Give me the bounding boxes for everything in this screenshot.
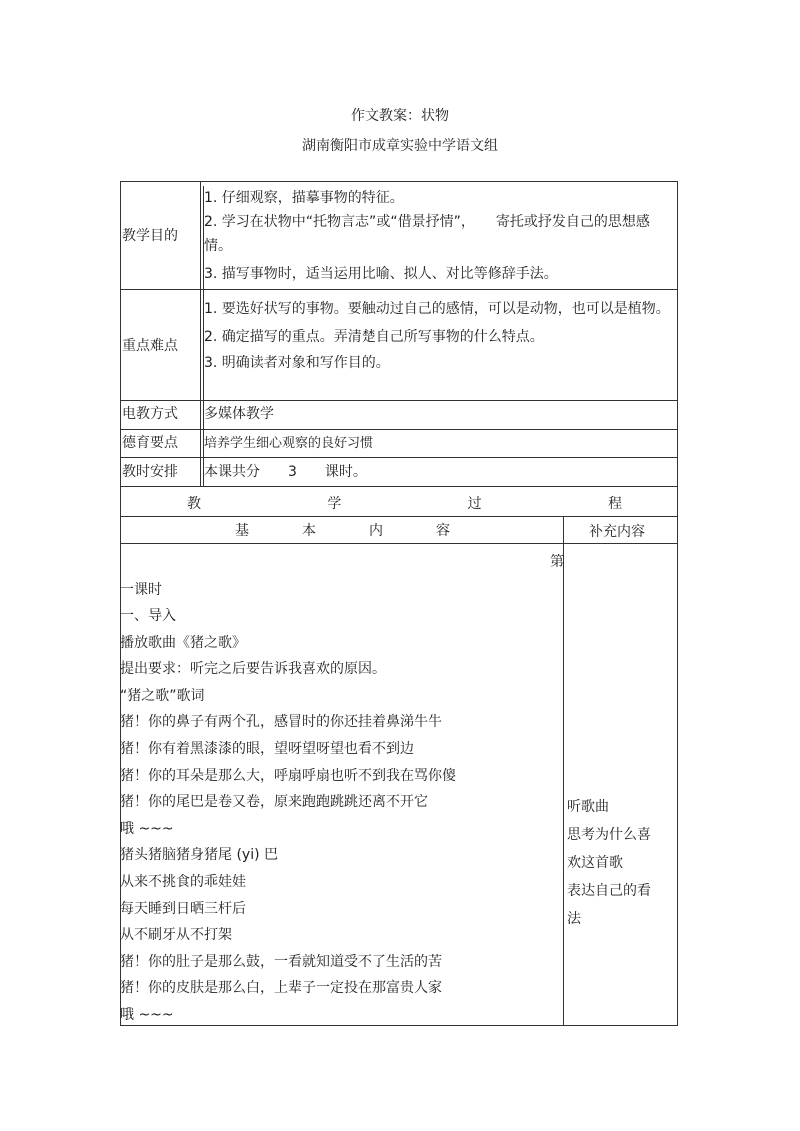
schedule-value: 本课共分 3 课时。 [204, 464, 367, 480]
supplement-line: 表达自己的看 [567, 883, 651, 899]
supplement-line: 听歌曲 [567, 799, 609, 815]
supplement-line: 思考为什么喜 [567, 827, 651, 843]
objective-item: 1. 仔细观察，描摹事物的特征。 [204, 190, 404, 206]
objectives-list [204, 186, 674, 286]
body-line: 播放歌曲《猪之歌》 [120, 634, 246, 651]
lesson-prefix: 第 [550, 554, 564, 570]
body-line: 哦 ~~~ [120, 1006, 174, 1023]
table-border-top [120, 181, 678, 182]
body-line: 猪！你有着黑漆漆的眼，望呀望呀望也看不到边 [120, 740, 414, 757]
keypoint-item: 1. 要选好状写的事物。要触动过自己的感情，可以是动物，也可以是植物。 [204, 301, 670, 317]
lesson-title: 一课时 [120, 582, 162, 598]
content-header-char: 容 [436, 523, 450, 539]
supplement-line: 欢这首歌 [567, 855, 623, 871]
content-header-char: 内 [369, 523, 383, 539]
body-line: 一、导入 [120, 608, 176, 624]
moral-value: 培养学生细心观察的良好习惯 [204, 436, 374, 451]
content-header-char: 基 [235, 523, 249, 539]
body-line: “猪之歌”歌词 [120, 687, 205, 704]
row-divider-moral [120, 457, 678, 458]
media-label: 电教方式 [122, 406, 178, 422]
body-line: 猪！你的耳朵是那么大，呼扇呼扇也听不到我在骂你傻 [120, 767, 456, 784]
body-line: 猪！你的尾巴是卷又卷，原来跑跑跳跳还离不开它 [120, 794, 428, 811]
process-header [187, 492, 622, 516]
objective-item: 2. 学习在状物中“托物言志”或“借景抒情”， 寄托或抒发自己的思想感情。 [204, 214, 650, 254]
keypoint-item: 2. 确定描写的重点。弄清楚自己所写事物的什么特点。 [204, 329, 544, 345]
table-border-right [677, 181, 678, 1026]
keypoints-list [204, 297, 674, 375]
row-divider-schedule [120, 486, 678, 487]
supplement-line: 法 [567, 911, 581, 927]
row-divider-process [120, 516, 678, 517]
process-header-char: 程 [607, 496, 622, 512]
process-header-char: 教 [187, 496, 201, 512]
row-divider-media [120, 429, 678, 430]
process-header-char: 过 [467, 496, 482, 512]
body-line: 猪！你的肚子是那么鼓，一看就知道受不了生活的苦 [120, 953, 442, 970]
body-line: 提出要求：听完之后要告诉我喜欢的原因。 [120, 661, 386, 678]
keypoint-item: 3. 明确读者对象和写作目的。 [204, 355, 390, 371]
supplement-header: 补充内容 [589, 524, 645, 540]
supplement-notes [567, 793, 675, 933]
objectives-label: 教学目的 [122, 228, 178, 244]
row-divider-objectives [120, 289, 678, 290]
content-header [235, 519, 450, 543]
document-subtitle: 湖南衡阳市成章实验中学语文组 [302, 138, 498, 154]
content-header-char: 本 [302, 523, 316, 539]
body-line: 每天睡到日晒三杆后 [120, 900, 246, 917]
body-line: 猪！你的鼻子有两个孔，感冒时的你还挂着鼻涕牛牛 [120, 714, 442, 731]
body-line: 猪！你的皮肤是那么白，上辈子一定投在那富贵人家 [120, 980, 442, 997]
body-line: 从来不挑食的乖娃娃 [120, 873, 246, 890]
process-header-char: 学 [327, 496, 342, 512]
objective-item: 3. 描写事物时，适当运用比喻、拟人、对比等修辞手法。 [204, 266, 558, 282]
lesson-body [120, 603, 560, 1029]
moral-label: 德育要点 [122, 435, 178, 451]
keypoints-label: 重点难点 [122, 338, 178, 354]
media-value: 多媒体教学 [204, 406, 274, 422]
label-column-divider [200, 181, 201, 486]
body-line: 从不刷牙从不打架 [120, 927, 232, 944]
document-title: 作文教案：状物 [351, 108, 449, 124]
supplement-column-divider [563, 516, 564, 1026]
body-line: 猪头猪脑猪身猪尾 (yi) 巴 [120, 847, 278, 864]
row-divider-keypoints [120, 400, 678, 401]
lesson-plan-table [120, 181, 678, 1026]
schedule-label: 教时安排 [122, 464, 178, 480]
body-line: 哦 ~~~ [120, 820, 174, 837]
